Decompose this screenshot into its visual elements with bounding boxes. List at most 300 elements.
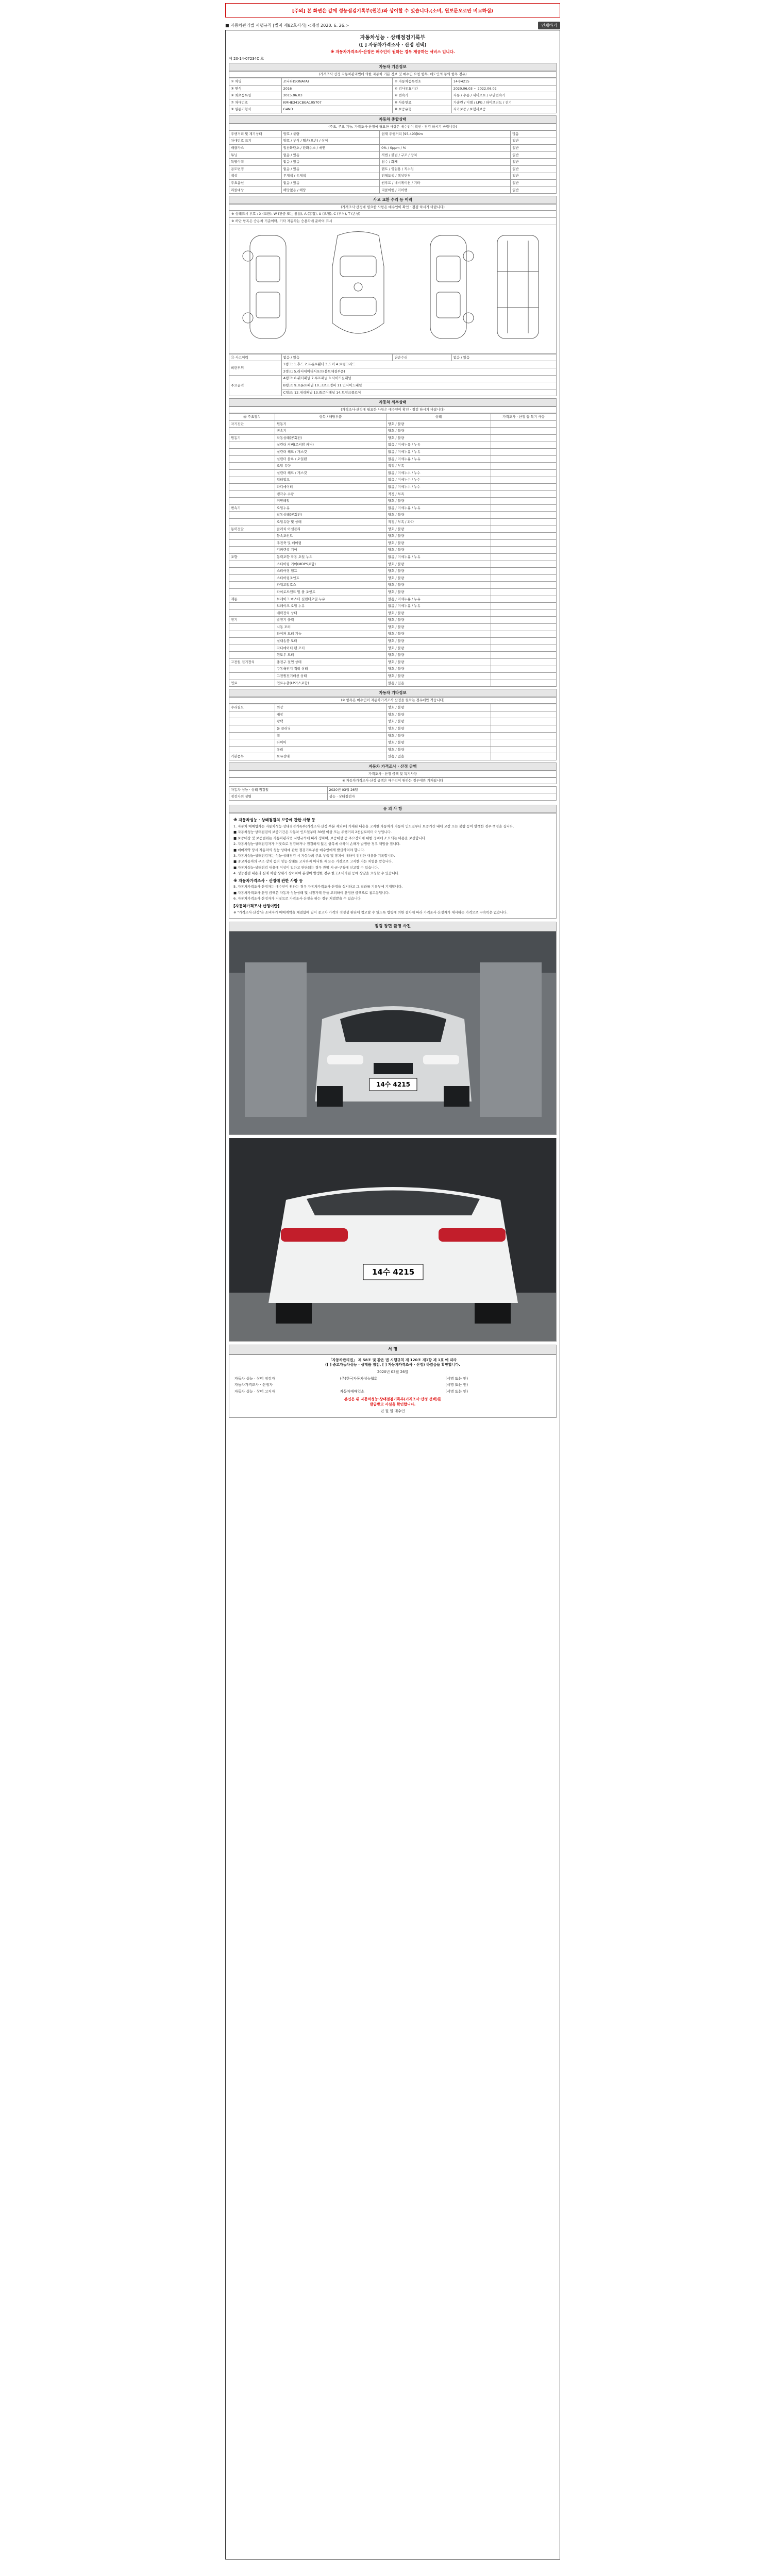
simple-repair-value: 없음 / 있음 bbox=[451, 354, 556, 361]
detail-device bbox=[229, 533, 275, 540]
detail-row bbox=[229, 645, 557, 652]
detail-row bbox=[229, 673, 557, 680]
detail-state: 양호 / 불량 bbox=[386, 652, 491, 659]
detail-item: 원동기 bbox=[275, 420, 386, 428]
detail-state: 양호 / 불량 bbox=[386, 617, 491, 624]
detail-device bbox=[229, 469, 275, 477]
history-row bbox=[229, 159, 557, 166]
detail-row bbox=[229, 539, 557, 547]
history-item: 색상 bbox=[229, 173, 282, 180]
detail-item: 타이로드엔드 및 볼 조인트 bbox=[275, 589, 386, 596]
history-note: 많음 bbox=[511, 130, 557, 138]
detail-row bbox=[229, 469, 557, 477]
frame-rank-a: A랭크: 6.쿼터패널 7.루프패널 8.사이드실패널 bbox=[281, 375, 556, 382]
detail-state: 양호 / 불량 bbox=[386, 561, 491, 568]
detail-note bbox=[491, 420, 556, 428]
accident-section-sub: (가격조사·산정에 필요한 사항은 매수인이 확인 · 점검 하시기 바랍니다) bbox=[229, 204, 557, 211]
options-state: 양호 / 불량 bbox=[386, 732, 491, 739]
history-note: 일반 bbox=[511, 138, 557, 145]
detail-note bbox=[491, 498, 556, 505]
car-diagram bbox=[229, 225, 557, 354]
options-item: 외장 bbox=[275, 704, 386, 711]
basic-section-title: 자동차 기본정보 bbox=[229, 63, 557, 71]
detail-device: 자기진단 bbox=[229, 420, 275, 428]
doc-title: 자동차성능 · 상태점검기록부 bbox=[360, 35, 426, 41]
notes-paragraph: ■ 보증대상 및 보증범위는 자동차관리법 시행규칙에 따라 정하며, 보증대상 중 주요장치에 대한 정비에 소요되는 비용을 보상합니다. bbox=[233, 836, 427, 840]
sign-r3-org: 자동차매매업소 bbox=[340, 1389, 364, 1394]
detail-row bbox=[229, 490, 557, 498]
notes-paragraph: 1. 자동차 매매업자는 자동차성능·상태점검기록부(가격조사·산정 부분 제외)에 기재된 내용을 고지한 자동차가 자동차 인도일부터 보증기간 내에 고장 또는 불량 등이 발생한 경우 책임을 집니다. bbox=[233, 824, 514, 828]
front-car-photo bbox=[229, 931, 557, 1135]
detail-row bbox=[229, 526, 557, 533]
detail-item: 동력조향 작동 오일 누유 bbox=[275, 554, 386, 561]
options-row bbox=[229, 725, 557, 733]
detail-item: 라디에이터 bbox=[275, 484, 386, 491]
sign-footer-2: 발급받고 사실을 확인합니다. bbox=[369, 1402, 416, 1406]
basic-label: ① 차명 bbox=[229, 78, 282, 86]
accident-legend-2: ※ 하단 항목은 승용차 기준이며, 기타 자동차는 승용차에 준하여 표시 bbox=[229, 218, 557, 225]
inspection-photo-rear bbox=[229, 1138, 557, 1342]
detail-row bbox=[229, 449, 557, 456]
detail-note bbox=[491, 673, 556, 680]
options-state: 양호 / 불량 bbox=[386, 746, 491, 753]
inspector-value: 성능 · 상태점검자 bbox=[327, 793, 557, 801]
detail-section-sub: (가격조사·산정에 필요한 사항은 매수인이 확인 · 점검 하시기 바랍니다) bbox=[229, 406, 557, 413]
detail-item: 추진축 및 베어링 bbox=[275, 539, 386, 547]
sign-footer-1: 본인은 위 자동차성능·상태점검기록부(가격조사·산정 선택)를 bbox=[344, 1397, 442, 1402]
basic-label: ⑤ 최초등록일 bbox=[229, 92, 282, 99]
basic-value: KMHE341CBGA105707 bbox=[281, 99, 393, 106]
detail-row bbox=[229, 477, 557, 484]
history-detail: 0% / 0ppm / % bbox=[380, 145, 511, 152]
front-plate-text: 14수 4215 bbox=[376, 1080, 410, 1088]
basic-label: ⑩ 보증유형 bbox=[393, 106, 451, 113]
detail-row bbox=[229, 519, 557, 526]
detail-state: 양호 / 불량 bbox=[386, 512, 491, 519]
detail-state: 없음 / 미세누유 / 누유 bbox=[386, 603, 491, 610]
history-row bbox=[229, 187, 557, 194]
options-group bbox=[229, 746, 275, 753]
basic-label: ⑥ 변속기 bbox=[393, 92, 451, 99]
detail-item: 구동축전지 격리 상태 bbox=[275, 666, 386, 673]
outer-rank-2: 2랭크: 5.라디에이터서포트(볼트체결부품) bbox=[281, 368, 556, 375]
options-item: 내장 bbox=[275, 711, 386, 718]
detail-device bbox=[229, 498, 275, 505]
history-item: 특별이력 bbox=[229, 159, 282, 166]
detail-note bbox=[491, 631, 556, 638]
detail-device bbox=[229, 484, 275, 491]
detail-device bbox=[229, 645, 275, 652]
detail-device bbox=[229, 631, 275, 638]
detail-state: 없음 / 미세누유 / 누유 bbox=[386, 449, 491, 456]
options-item: 보유상태 bbox=[275, 753, 386, 760]
history-row bbox=[229, 173, 557, 180]
detail-device: 고전원 전기장치 bbox=[229, 658, 275, 666]
history-state: 없음 / 있음 bbox=[281, 159, 380, 166]
form-reference: ■ 자동차관리법 시행규칙 [별지 제82호서식] <개정 2020. 6. 26.> bbox=[225, 23, 349, 28]
history-row bbox=[229, 180, 557, 187]
basic-section-sub: (가격조사·산정 자동차관리법에 의한 자동차 기본 정보 및 매수인 요청 항목, 매도인의 동의 항목 경유) bbox=[229, 71, 557, 78]
detail-note bbox=[491, 554, 556, 561]
detail-item: 오일누유 bbox=[275, 504, 386, 512]
basic-label: ④ 검사유효기간 bbox=[393, 85, 451, 92]
detail-state: 양호 / 불량 bbox=[386, 547, 491, 554]
detail-item: 실린더 커버(로커암 커버) bbox=[275, 442, 386, 449]
history-item: 주행거리 및 계기상태 bbox=[229, 130, 282, 138]
inspection-record bbox=[225, 30, 560, 2560]
history-note: 일반 bbox=[511, 180, 557, 187]
detail-state: 없음 / 미세누유 / 누유 bbox=[386, 596, 491, 603]
detail-row bbox=[229, 428, 557, 435]
basic-value: 14수4215 bbox=[451, 78, 556, 86]
history-detail: 적법 / 불법 / 구조 / 장치 bbox=[380, 151, 511, 159]
notes-heading-3: [자동차가격조사 산정이란] bbox=[233, 903, 280, 908]
detail-state: 양호 / 불량 bbox=[386, 420, 491, 428]
detail-state: 양호 / 불량 bbox=[386, 673, 491, 680]
sign-title: 서 명 bbox=[229, 1345, 557, 1354]
detail-device bbox=[229, 519, 275, 526]
detail-state: 없음 / 미세누수 / 누수 bbox=[386, 484, 491, 491]
basic-value: 2015.06.03 bbox=[281, 92, 393, 99]
detail-item: 라디에이터 팬 모터 bbox=[275, 645, 386, 652]
detail-note bbox=[491, 442, 556, 449]
detail-note bbox=[491, 561, 556, 568]
main-frame-label: 주요골격 bbox=[229, 375, 282, 396]
history-note: 일반 bbox=[511, 151, 557, 159]
history-detail bbox=[380, 138, 511, 145]
basic-value: 자동 / 수동 / 세미오토 / 무단변속기 bbox=[451, 92, 556, 99]
detail-state: 없음 / 있음 bbox=[386, 680, 491, 687]
detail-note bbox=[491, 568, 556, 575]
history-detail: 침수 / 화재 bbox=[380, 159, 511, 166]
doc-subtitle: ([ ] 자동차가격조사 · 산정 선택) bbox=[359, 42, 427, 48]
history-section-sub: (주요, 주요 기능, 가격조사·산정에 필요한 사항은 매수인이 확인 · 점검 하시기 바랍니다) bbox=[229, 124, 557, 130]
detail-row bbox=[229, 547, 557, 554]
detail-state: 양호 / 불량 bbox=[386, 658, 491, 666]
options-state: 양호 / 불량 bbox=[386, 725, 491, 733]
options-row bbox=[229, 732, 557, 739]
page bbox=[225, 0, 560, 2568]
sign-r1-org: (주)한국자동차성능협회 bbox=[340, 1376, 378, 1381]
detail-state: 양호 / 불량 bbox=[386, 609, 491, 617]
detail-state: 양호 / 불량 bbox=[386, 645, 491, 652]
detail-row bbox=[229, 420, 557, 428]
detail-state: 양호 / 불량 bbox=[386, 631, 491, 638]
detail-state: 적정 / 부족 bbox=[386, 490, 491, 498]
options-state: 양호 / 불량 bbox=[386, 718, 491, 725]
detail-device bbox=[229, 477, 275, 484]
history-detail: 리콜이행 / 미이행 bbox=[380, 187, 511, 194]
detail-item: 시동 모터 bbox=[275, 623, 386, 631]
detail-row bbox=[229, 463, 557, 470]
detail-state: 양호 / 불량 bbox=[386, 434, 491, 442]
detail-item: 클러치 어셈블리 bbox=[275, 526, 386, 533]
inspect-date-value: 2020년 03월 26일 bbox=[327, 786, 557, 793]
basic-label: ⑨ 원동기형식 bbox=[229, 106, 282, 113]
detail-note bbox=[491, 547, 556, 554]
frame-rank-b: B랭크: 9.프론트패널 10.크로스멤버 11.인사이드패널 bbox=[281, 382, 556, 389]
history-item: 리콜대상 bbox=[229, 187, 282, 194]
detail-device bbox=[229, 561, 275, 568]
history-detail: 썬루프 / 네비게이션 / 기타 bbox=[380, 180, 511, 187]
options-row bbox=[229, 739, 557, 747]
detail-state: 양호 / 불량 bbox=[386, 568, 491, 575]
accident-table bbox=[229, 354, 557, 397]
basic-row bbox=[229, 85, 557, 92]
history-state: 양호 / 불량 bbox=[281, 130, 380, 138]
accident-legend: ※ 상태표시 부호 : X (교환), W (판금 또는 용접), A (흠집), U (요철), C (부식), T (손상) bbox=[229, 211, 557, 218]
detail-device bbox=[229, 609, 275, 617]
history-note: 일반 bbox=[511, 165, 557, 173]
options-item: 룸 클리닝 bbox=[275, 725, 386, 733]
options-note bbox=[491, 718, 556, 725]
outer-panel-label: 외판부위 bbox=[229, 361, 282, 375]
detail-row bbox=[229, 582, 557, 589]
basic-label: ③ 연식 bbox=[229, 85, 282, 92]
options-state: 있음 / 없음 bbox=[386, 753, 491, 760]
options-section-title: 자동차 기타정보 bbox=[229, 689, 557, 697]
detail-note bbox=[491, 484, 556, 491]
detail-device bbox=[229, 652, 275, 659]
detail-table bbox=[229, 413, 557, 687]
options-group: 기본품목 bbox=[229, 753, 275, 760]
detail-state: 없음 / 미세누유 / 누유 bbox=[386, 554, 491, 561]
basic-row bbox=[229, 78, 557, 86]
detail-item: 발전기 출력 bbox=[275, 617, 386, 624]
detail-item: 오일 유량 bbox=[275, 463, 386, 470]
detail-head-state: 상태 bbox=[386, 414, 491, 421]
options-group bbox=[229, 711, 275, 718]
options-note bbox=[491, 746, 556, 753]
history-detail: 전체도색 / 색상변경 bbox=[380, 173, 511, 180]
notes-paragraph: ■ 자동차성능·상태점검 내용에 이상이 있다고 판단되는 경우 관할 시·군·구청에 신고할 수 있습니다. bbox=[233, 865, 379, 870]
detail-row bbox=[229, 504, 557, 512]
detail-state: 없음 / 미세누유 / 누유 bbox=[386, 455, 491, 463]
detail-device bbox=[229, 603, 275, 610]
sign-r3-sig: (서명 또는 인) bbox=[445, 1389, 468, 1394]
detail-note bbox=[491, 519, 556, 526]
detail-device bbox=[229, 589, 275, 596]
history-state: 해당없음 / 해당 bbox=[281, 187, 380, 194]
notes-paragraph: 3. 자동차성능·상태점검자는 성능·상태점검 시 자동차의 주요 부품 및 장치에 대하여 점검한 내용을 기록합니다. bbox=[233, 853, 395, 858]
detail-row bbox=[229, 680, 557, 687]
inspect-date-label: 자동차 성능 · 상태 점검일 bbox=[229, 786, 328, 793]
history-table bbox=[229, 130, 557, 194]
rear-plate-text: 14수 4215 bbox=[372, 1267, 415, 1277]
detail-note bbox=[491, 666, 556, 673]
detail-device bbox=[229, 574, 275, 582]
header-line bbox=[225, 21, 560, 30]
detail-state: 양호 / 불량 bbox=[386, 428, 491, 435]
detail-item: 실린더 헤드 / 개스킷 bbox=[275, 469, 386, 477]
print-button[interactable]: 인쇄하기 bbox=[538, 22, 560, 29]
detail-item: 브레이크 오일 누유 bbox=[275, 603, 386, 610]
detail-item: 등속조인트 bbox=[275, 533, 386, 540]
detail-state: 양호 / 불량 bbox=[386, 533, 491, 540]
detail-row bbox=[229, 574, 557, 582]
history-state: 일산화탄소 / 탄화수소 / 매연 bbox=[281, 145, 380, 152]
detail-note bbox=[491, 680, 556, 687]
detail-note bbox=[491, 504, 556, 512]
price-line-2: ※ 자동차가격조사·산정 금액은 매수인이 원하는 경우에만 기재됩니다 bbox=[229, 777, 557, 784]
history-state: 없음 / 있음 bbox=[281, 151, 380, 159]
detail-note bbox=[491, 589, 556, 596]
detail-device: 연료 bbox=[229, 680, 275, 687]
options-item: 광택 bbox=[275, 718, 386, 725]
options-row bbox=[229, 704, 557, 711]
basic-value: 2020.06.03 ~ 2022.06.02 bbox=[451, 85, 556, 92]
notes-paragraph: ■ 매매계약 당시 자동차의 성능·상태에 관한 점검기록부를 매수인에게 발급하여야 합니다. bbox=[233, 848, 365, 852]
notes-heading-2: ※ 자동차가격조사 · 산정에 관한 사항 등 bbox=[233, 878, 303, 883]
detail-head-note: 가격조사 · 산정 등 특기 사항 bbox=[491, 414, 556, 421]
notes-paragraph: 5. 자동차가격조사·산정자는 매수인이 원하는 경우 자동차가격조사·산정을 실시하고 그 결과를 기록부에 기재합니다. bbox=[233, 885, 403, 889]
detail-row bbox=[229, 568, 557, 575]
detail-device: 제동 bbox=[229, 596, 275, 603]
detail-device bbox=[229, 673, 275, 680]
detail-item: 배력장치 상태 bbox=[275, 609, 386, 617]
options-item: 휠 bbox=[275, 732, 386, 739]
options-state: 양호 / 불량 bbox=[386, 711, 491, 718]
history-state: 없음 / 있음 bbox=[281, 165, 380, 173]
sign-r3-label: 자동차 성능 · 상태 고지자 bbox=[234, 1389, 275, 1394]
detail-row bbox=[229, 609, 557, 617]
options-note bbox=[491, 732, 556, 739]
detail-state: 양호 / 불량 bbox=[386, 526, 491, 533]
detail-note bbox=[491, 469, 556, 477]
detail-row bbox=[229, 617, 557, 624]
detail-item: 스티어링조인트 bbox=[275, 574, 386, 582]
detail-item: 실린더 블록 / 오일팬 bbox=[275, 455, 386, 463]
basic-label: ⑦ 차대번호 bbox=[229, 99, 282, 106]
detail-row bbox=[229, 512, 557, 519]
detail-head-device: ⑫ 주요장치 bbox=[229, 414, 275, 421]
sign-footer-3: 년 월 일 매수인 bbox=[380, 1409, 405, 1414]
detail-state: 없음 / 미세누유 / 누유 bbox=[386, 442, 491, 449]
detail-device bbox=[229, 539, 275, 547]
options-note bbox=[491, 753, 556, 760]
detail-note bbox=[491, 434, 556, 442]
detail-row bbox=[229, 603, 557, 610]
accident-history-value: 없음 / 있음 bbox=[281, 354, 393, 361]
detail-row bbox=[229, 652, 557, 659]
detail-item: 워터펌프 bbox=[275, 477, 386, 484]
detail-device bbox=[229, 463, 275, 470]
warning-banner: [주의] 본 화면은 값에 성능점검기록부(원본)와 상이할 수 있습니다.(소비, 원보문오로만 비교하십) bbox=[225, 3, 560, 18]
detail-state: 양호 / 불량 bbox=[386, 623, 491, 631]
detail-device bbox=[229, 623, 275, 631]
detail-note bbox=[491, 609, 556, 617]
detail-row bbox=[229, 623, 557, 631]
detail-note bbox=[491, 603, 556, 610]
detail-device bbox=[229, 568, 275, 575]
detail-head-item: 항목 / 해당부품 bbox=[275, 414, 386, 421]
basic-value: 가솔린 / 디젤 / LPG / 하이브리드 / 전기 bbox=[451, 99, 556, 106]
detail-state: 없음 / 미세누유 / 누유 bbox=[386, 504, 491, 512]
history-note: 일반 bbox=[511, 159, 557, 166]
detail-device bbox=[229, 455, 275, 463]
options-table bbox=[229, 704, 557, 760]
detail-note bbox=[491, 652, 556, 659]
accident-section-title: 사고 교환 수리 등 이력 bbox=[229, 196, 557, 204]
detail-device bbox=[229, 449, 275, 456]
detail-item: 파워고압호스 bbox=[275, 582, 386, 589]
notes-paragraph: ■ 중고자동차의 구조·장치 등의 성능·상태를 고지하지 아니한 자 또는 거짓으로 고지한 자는 처벌을 받습니다. bbox=[233, 859, 393, 864]
options-item: 유리 bbox=[275, 746, 386, 753]
history-state: 무채색 / 유채색 bbox=[281, 173, 380, 180]
basic-value: 자가보증 / 보험사보증 bbox=[451, 106, 556, 113]
photos-title: 점검 장면 촬영 사진 bbox=[229, 922, 557, 931]
history-item: 주요옵션 bbox=[229, 180, 282, 187]
detail-row bbox=[229, 596, 557, 603]
detail-device: 변속기 bbox=[229, 504, 275, 512]
history-item: 용도변경 bbox=[229, 165, 282, 173]
detail-item: 냉각수 수량 bbox=[275, 490, 386, 498]
options-group bbox=[229, 739, 275, 747]
detail-item: 오일유량 및 상태 bbox=[275, 519, 386, 526]
detail-item: 작동상태(공회전) bbox=[275, 512, 386, 519]
history-state: 양호 / 부식 / 훼손(오손) / 상이 bbox=[281, 138, 380, 145]
options-row bbox=[229, 711, 557, 718]
detail-item: 실린더 헤드 / 개스킷 bbox=[275, 449, 386, 456]
detail-note bbox=[491, 617, 556, 624]
basic-table bbox=[229, 78, 557, 113]
doc-red-notice: ※ 자동차가격조사·산정은 매수인이 원하는 경우 제공하는 서비스 입니다. bbox=[330, 49, 455, 54]
sign-r1-label: 자동차 성능 · 상태 점검자 bbox=[234, 1376, 275, 1381]
detail-device: 동력전달 bbox=[229, 526, 275, 533]
detail-note bbox=[491, 533, 556, 540]
options-state: 양호 / 불량 bbox=[386, 739, 491, 747]
simple-repair-label: 단순수리 bbox=[393, 354, 451, 361]
outer-rank-1: 1랭크: 1.후드 2.프론트휀더 3.도어 4.트렁크리드 bbox=[281, 361, 556, 368]
detail-row bbox=[229, 533, 557, 540]
price-line-1: 가격조사 · 산정 금액 및 특기사항 bbox=[229, 771, 557, 777]
detail-row bbox=[229, 434, 557, 442]
history-item: 차대번호 표기 bbox=[229, 138, 282, 145]
inspection-table bbox=[229, 786, 557, 801]
detail-state: 없음 / 미세누수 / 누수 bbox=[386, 477, 491, 484]
detail-item: 디퍼렌셜 기어 bbox=[275, 547, 386, 554]
detail-device: 원동기 bbox=[229, 434, 275, 442]
basic-value: G4ND bbox=[281, 106, 393, 113]
notes-paragraph: 6. 자동차가격조사·산정자가 거짓으로 가격조사·산정을 하는 경우 처벌받을 수 있습니다. bbox=[233, 896, 362, 901]
sign-r2-sig: (서명 또는 인) bbox=[445, 1383, 468, 1387]
options-group bbox=[229, 732, 275, 739]
detail-note bbox=[491, 539, 556, 547]
basic-row bbox=[229, 99, 557, 106]
history-row bbox=[229, 130, 557, 138]
detail-row bbox=[229, 589, 557, 596]
detail-item: 고전원전기배선 상태 bbox=[275, 673, 386, 680]
sign-line-1: 「자동차관리법」 제 58조 및 같은 법 시행규칙 제 120조 제1항 제 1호 에 따라 bbox=[328, 1358, 457, 1362]
history-detail: 렌트 / 영업용 / 직수입 bbox=[380, 165, 511, 173]
notes-paragraph: ■ 자동차가격조사·산정 금액은 자동차 성능상태 및 시장가격 등을 고려하여 산정한 금액으로 참고용입니다. bbox=[233, 890, 390, 895]
history-section-title: 자동차 종합상태 bbox=[229, 115, 557, 124]
options-item: 타이어 bbox=[275, 739, 386, 747]
detail-state: 적정 / 부족 / 과다 bbox=[386, 519, 491, 526]
detail-device bbox=[229, 512, 275, 519]
notes-paragraph: 4. 성능점검 내용과 실제 차량 상태가 상이하여 분쟁이 발생한 경우 한국소비자원 등에 상담을 요청할 수 있습니다. bbox=[233, 871, 399, 876]
options-row bbox=[229, 718, 557, 725]
detail-note bbox=[491, 526, 556, 533]
history-row bbox=[229, 138, 557, 145]
options-note bbox=[491, 704, 556, 711]
detail-state: 적정 / 부족 bbox=[386, 463, 491, 470]
detail-note bbox=[491, 638, 556, 645]
detail-device bbox=[229, 442, 275, 449]
detail-item: 윈도우 모터 bbox=[275, 652, 386, 659]
detail-item: 브레이크 마스터 실린더오일 누유 bbox=[275, 596, 386, 603]
options-section-sub: (※ 항목은 매수인이 자동차가격조사·산정을 원하는 경우에만 적습니다) bbox=[229, 697, 557, 704]
